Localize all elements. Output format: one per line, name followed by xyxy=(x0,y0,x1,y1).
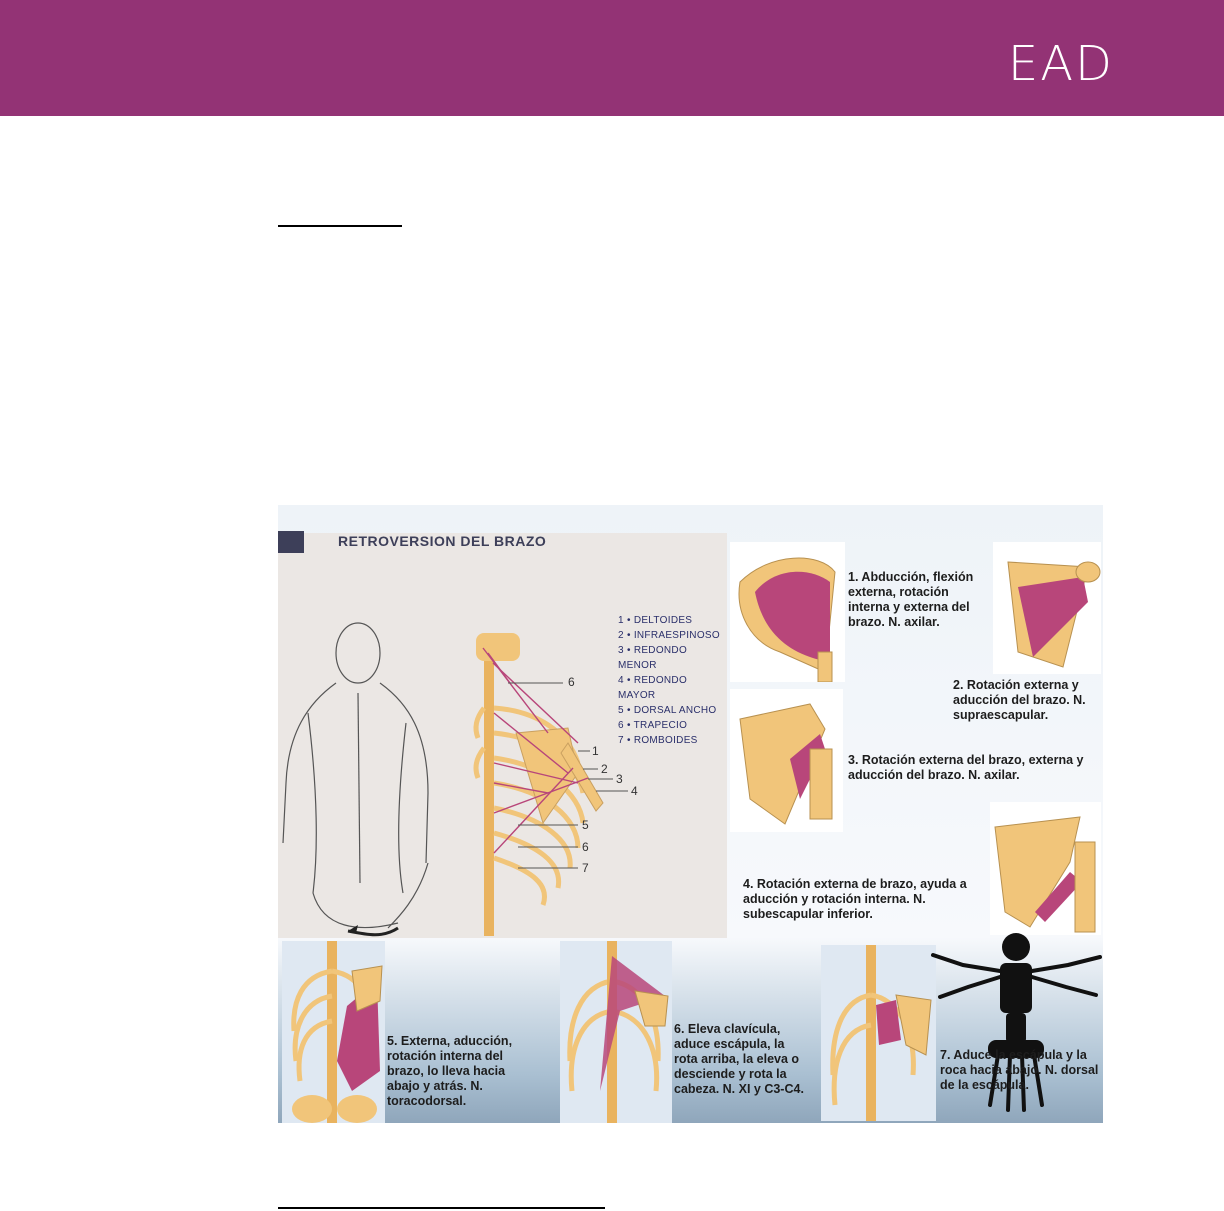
caption-3: 3. Rotación externa del brazo, externa y aducción del brazo. N. axilar. xyxy=(848,753,1084,782)
callout-6: 6 xyxy=(582,840,589,854)
legend-item: 5 • DORSAL ANCHO xyxy=(618,705,717,716)
figure-title: RETROVERSION DEL BRAZO xyxy=(338,533,547,549)
legend-item: 4 • REDONDO MAYOR xyxy=(618,675,688,701)
callout-5: 5 xyxy=(582,818,589,832)
callout-3: 3 xyxy=(616,772,623,786)
thumb-deltoides xyxy=(730,542,845,682)
thumb-infraespinoso xyxy=(993,542,1101,674)
section-underline-top xyxy=(278,225,402,227)
legend-item: 7 • ROMBOIDES xyxy=(618,735,698,746)
thumb-trapecio xyxy=(560,941,672,1123)
caption-1: 1. Abducción, flexión externa, rotación interna y externa del brazo. N. axilar. xyxy=(848,570,974,629)
callout-6-top: 6 xyxy=(568,675,575,689)
page-header xyxy=(0,0,1224,116)
callout-4: 4 xyxy=(631,784,638,798)
muscle-legend xyxy=(618,613,727,748)
anatomy-figure xyxy=(278,505,1103,1123)
caption-2: 2. Rotación externa y aducción del brazo. N. supraescapular. xyxy=(953,678,1086,722)
brand-logo: EAD xyxy=(1007,36,1114,92)
caption-4: 4. Rotación externa de brazo, ayuda a aducción y rotación interna. N. subescapular inferior. xyxy=(743,877,967,921)
section-underline-bottom xyxy=(278,1207,605,1209)
thumb-romboides xyxy=(821,945,936,1121)
legend-item: 1 • DELTOIDES xyxy=(618,615,693,626)
caption-5: 5. Externa, aducción, rotación interna del brazo, lo lleva hacia abajo y atrás. N. toracodorsal. xyxy=(387,1034,513,1108)
legend-item: 3 • REDONDO MENOR xyxy=(618,645,688,671)
caption-7: 7. Aduce la escápula y la roca hacia abajo. N. dorsal de la escápula. xyxy=(940,1048,1099,1092)
legend-item: 2 • INFRAESPINOSO xyxy=(618,630,720,641)
callout-7: 7 xyxy=(582,861,589,875)
legend-item: 6 • TRAPECIO xyxy=(618,720,688,731)
callout-1: 1 xyxy=(592,744,599,758)
caption-6: 6. Eleva clavícula, aduce escápula, la rota arriba, la eleva o desciende y rota la cabeza. N. XI y C3-C4. xyxy=(674,1022,804,1096)
textbook-illustration xyxy=(278,533,727,938)
callout-2: 2 xyxy=(601,762,608,776)
thumb-dorsal-ancho xyxy=(282,941,385,1123)
thumb-redondo-menor xyxy=(730,689,843,832)
